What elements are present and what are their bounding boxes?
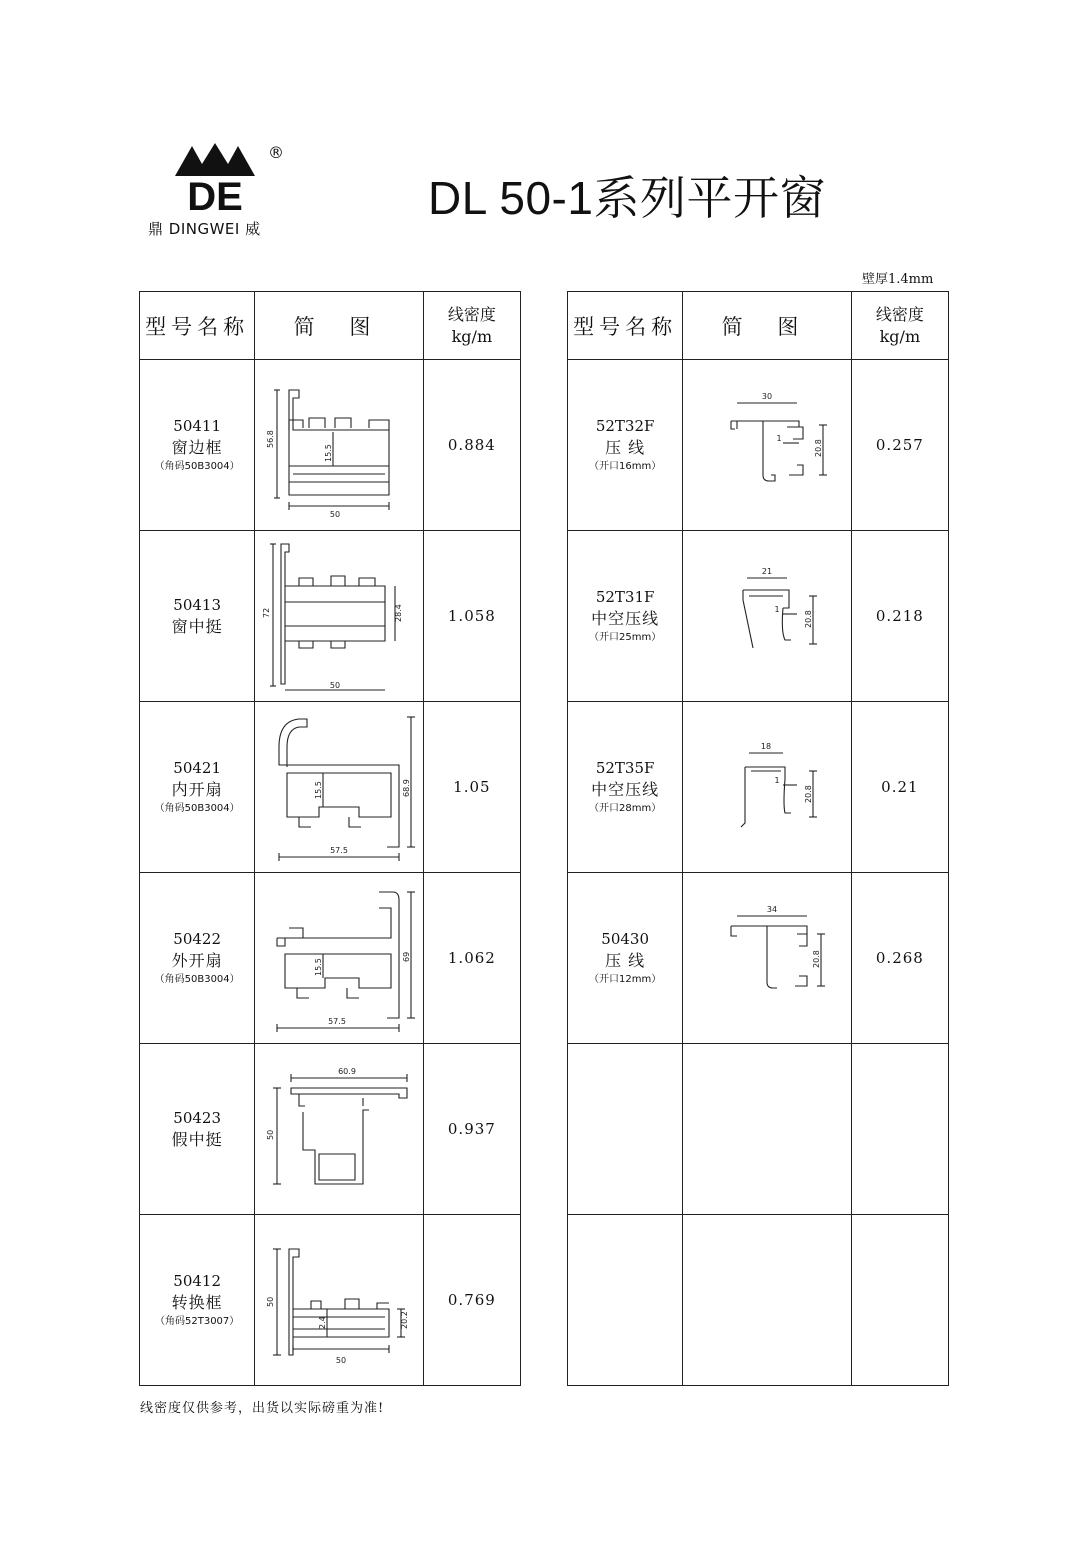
model-cell (140, 1044, 255, 1215)
model-cell (568, 360, 683, 531)
model-code: 50412 (173, 1272, 221, 1290)
header-density (851, 292, 948, 360)
model-code: 52T31F (595, 588, 655, 606)
table-row (568, 531, 949, 702)
model-name: 窗边框 (171, 438, 223, 457)
figure-cell (255, 1215, 423, 1386)
logo-roof (175, 143, 255, 176)
model-cell (568, 531, 683, 702)
figure-cell (255, 873, 423, 1044)
wall-thickness: 壁厚1.4mm (862, 272, 934, 287)
dim-label: 15.5 (324, 444, 334, 462)
figure-cell (683, 1215, 851, 1386)
dim-label: 2.4 (318, 1316, 328, 1329)
table-row (568, 1044, 949, 1215)
figure-cell (255, 360, 423, 531)
dim-label: 34 (766, 905, 778, 914)
model-code: 50422 (173, 930, 221, 948)
header-model: 型号名称 (568, 292, 683, 360)
dim-label: 20.8 (804, 610, 814, 628)
dim-label: 68.9 (402, 779, 412, 797)
dim-label: 72 (262, 607, 272, 618)
dim-label: 21 (761, 567, 773, 576)
dim-label: 30 (761, 392, 773, 401)
model-cell (568, 1044, 683, 1215)
model-cell (140, 531, 255, 702)
dim-label: 20.8 (814, 439, 824, 457)
dim-label: 56.8 (266, 430, 276, 448)
dim-label: 50 (266, 1129, 276, 1140)
dim-label: 20.2 (400, 1311, 410, 1329)
dim-label: 60.9 (338, 1067, 356, 1076)
figure-cell (683, 531, 851, 702)
density-cell: 0.218 (851, 531, 948, 702)
model-note: （开口16mm） (589, 461, 662, 472)
model-name: 外开扇 (171, 951, 223, 970)
model-note: （开口28mm） (589, 803, 662, 814)
dim-label: 57.5 (330, 846, 348, 855)
density-cell: 0.937 (423, 1044, 520, 1215)
model-cell (140, 1215, 255, 1386)
model-name: 压 线 (605, 951, 646, 970)
profile-drawing (259, 707, 419, 867)
density-cell: 1.05 (423, 702, 520, 873)
model-code: 50423 (173, 1109, 221, 1127)
figure-cell (683, 1044, 851, 1215)
dim-label: 1 (774, 605, 780, 614)
table-row (568, 360, 949, 531)
figure-cell (683, 873, 851, 1044)
header-density (423, 292, 520, 360)
table-row (140, 360, 521, 531)
dim-label: 50 (266, 1296, 276, 1307)
profile-drawing (259, 1054, 419, 1204)
logo-letters: DE (187, 175, 243, 219)
model-note: （角码50B3004） (154, 974, 240, 985)
model-cell (140, 873, 255, 1044)
dim-label: 50 (329, 681, 341, 690)
dim-label: 1 (774, 776, 780, 785)
header-figure: 简 图 (255, 292, 423, 360)
profile-drawing (259, 536, 419, 696)
model-name: 中空压线 (591, 609, 660, 628)
figure-cell (683, 702, 851, 873)
model-name: 转换框 (171, 1293, 223, 1312)
table-row (140, 1044, 521, 1215)
page-title: DL 50-1系列平开窗 (428, 172, 826, 224)
model-name: 窗中挺 (171, 617, 223, 636)
model-code: 52T35F (595, 759, 655, 777)
density-cell: 0.884 (423, 360, 520, 531)
profile-drawing (687, 556, 847, 676)
density-cell: 0.257 (851, 360, 948, 531)
density-cell (851, 1044, 948, 1215)
registered-mark: ® (268, 143, 284, 162)
table-row (568, 873, 949, 1044)
model-name: 压 线 (605, 438, 646, 457)
profile-drawing (259, 878, 419, 1038)
model-code: 50413 (173, 596, 221, 614)
header-model: 型号名称 (140, 292, 255, 360)
header-density-unit: kg/m (451, 326, 493, 346)
profile-drawing (259, 370, 419, 520)
model-name: 假中挺 (171, 1130, 223, 1149)
model-code: 52T32F (595, 417, 655, 435)
density-cell: 1.062 (423, 873, 520, 1044)
brand-tagline: 鼎 DINGWEI 威 (148, 220, 261, 238)
dim-label: 15.5 (314, 781, 324, 799)
profile-drawing (259, 1225, 419, 1375)
model-cell (140, 702, 255, 873)
model-code: 50430 (601, 930, 649, 948)
profile-drawing (687, 727, 847, 847)
table-header-row (568, 292, 949, 360)
profile-table-right (567, 291, 949, 1386)
model-code: 50411 (173, 417, 221, 435)
figure-cell (255, 531, 423, 702)
model-name: 内开扇 (171, 780, 223, 799)
footer-note: 线密度仅供参考，出货以实际磅重为准! (140, 1401, 385, 1416)
figure-cell (255, 1044, 423, 1215)
header-density-label: 线密度 (447, 304, 496, 324)
model-note: （角码52T3007） (155, 1316, 240, 1327)
header-density-label: 线密度 (875, 304, 924, 324)
density-cell: 0.268 (851, 873, 948, 1044)
table-row (568, 702, 949, 873)
profile-table-left (139, 291, 521, 1386)
header-density-unit: kg/m (879, 326, 921, 346)
model-cell (568, 1215, 683, 1386)
model-cell (568, 873, 683, 1044)
model-cell (568, 702, 683, 873)
dim-label: 15.5 (314, 958, 324, 976)
model-note: （角码50B3004） (154, 461, 240, 472)
model-note: （开口12mm） (589, 974, 662, 985)
figure-cell (255, 702, 423, 873)
density-cell: 0.21 (851, 702, 948, 873)
table-row (140, 1215, 521, 1386)
density-cell (851, 1215, 948, 1386)
density-cell: 0.769 (423, 1215, 520, 1386)
dim-label: 57.5 (328, 1017, 346, 1026)
dim-label: 69 (402, 951, 412, 962)
dim-label: 50 (335, 1356, 347, 1365)
profile-drawing (687, 898, 847, 1018)
model-note: （角码50B3004） (154, 803, 240, 814)
dim-label: 50 (329, 510, 341, 519)
model-cell (140, 360, 255, 531)
table-header-row (140, 292, 521, 360)
table-row (140, 531, 521, 702)
dim-label: 18 (760, 742, 772, 751)
model-name: 中空压线 (591, 780, 660, 799)
model-code: 50421 (173, 759, 221, 777)
figure-cell (683, 360, 851, 531)
table-row (568, 1215, 949, 1386)
model-note: （开口25mm） (589, 632, 662, 643)
dim-label: 28.4 (394, 604, 404, 622)
dim-label: 20.8 (812, 950, 822, 968)
table-row (140, 702, 521, 873)
table-row (140, 873, 521, 1044)
dim-label: 1 (776, 434, 782, 443)
density-cell: 1.058 (423, 531, 520, 702)
profile-drawing (687, 385, 847, 505)
header-figure: 简 图 (683, 292, 851, 360)
dim-label: 20.8 (804, 785, 814, 803)
